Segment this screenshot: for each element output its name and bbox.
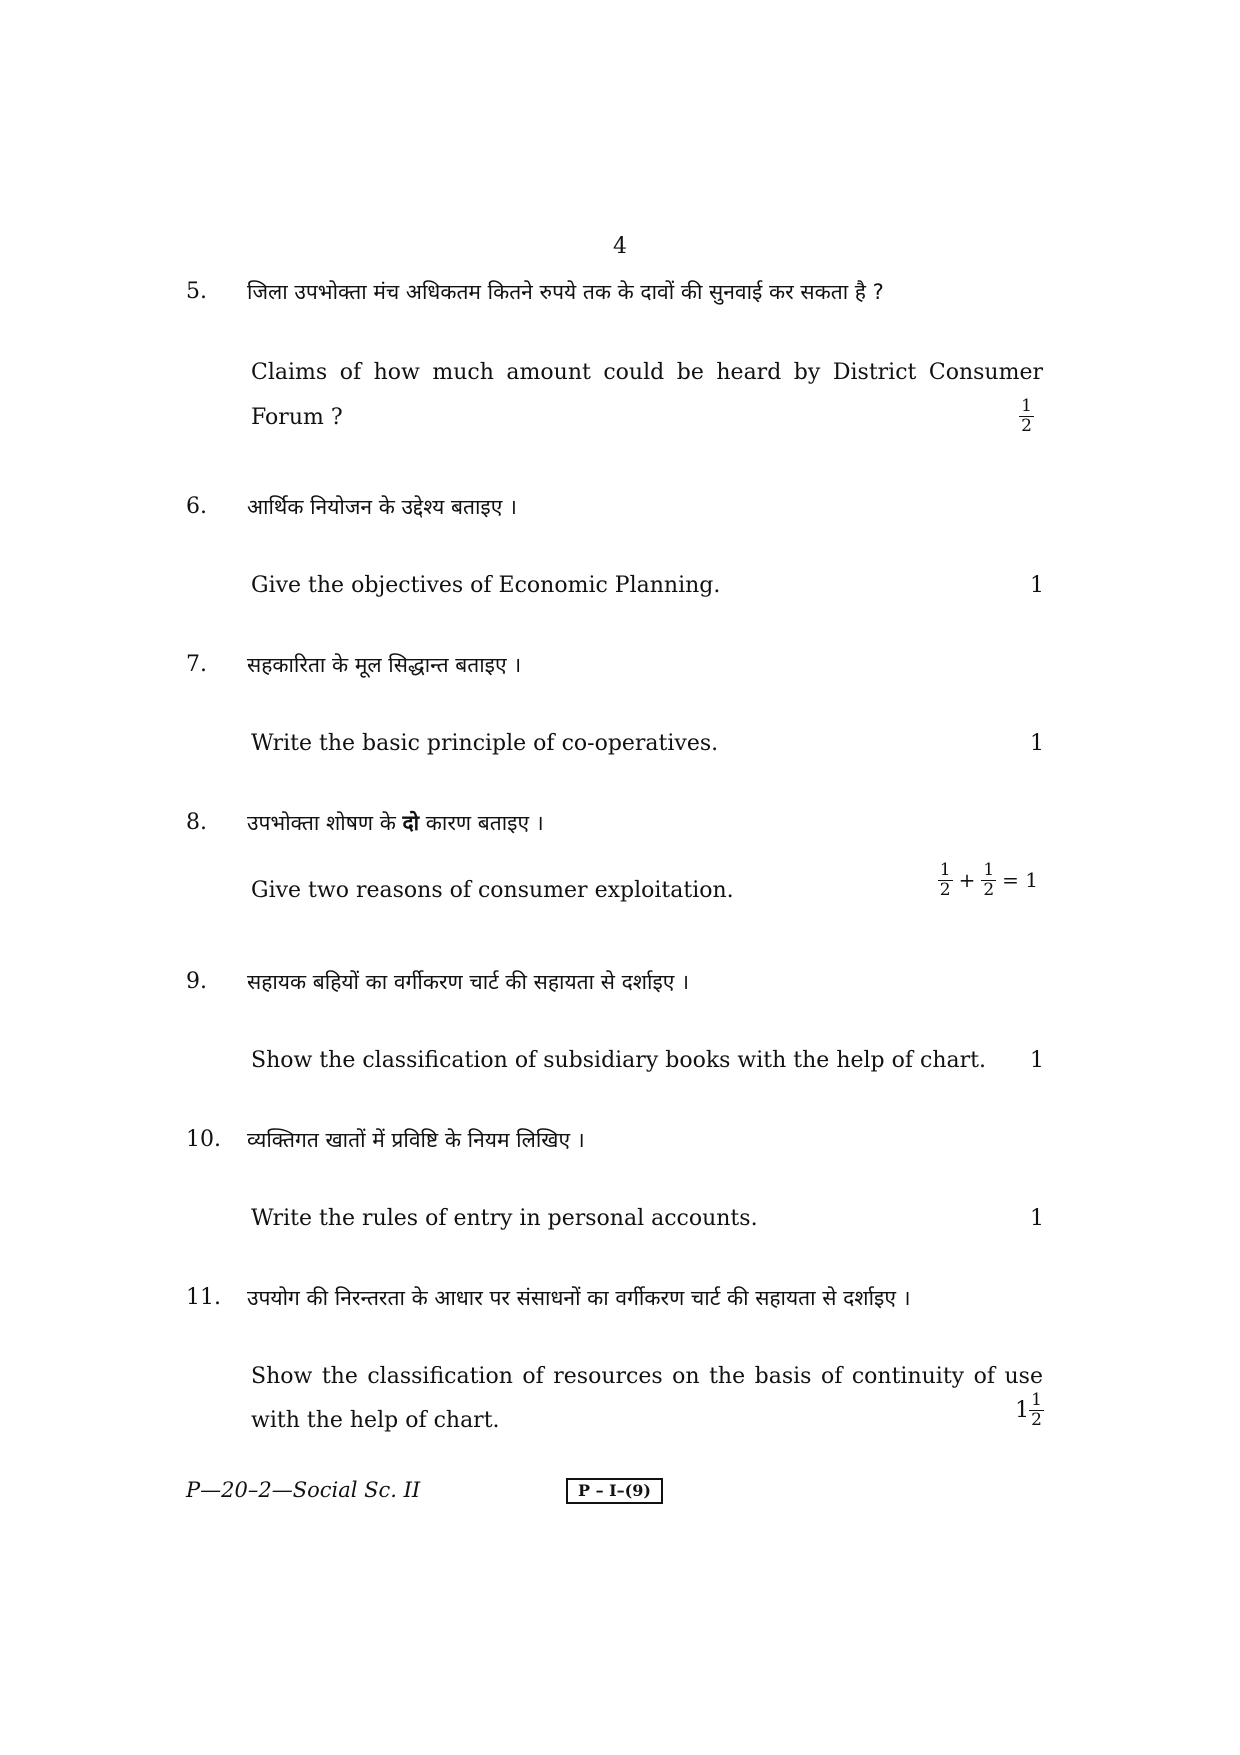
question-marks bbox=[1019, 398, 1034, 435]
question-english: Claims of how much amount could be heard by District Consumer bbox=[251, 360, 1043, 385]
question-marks: 1 bbox=[1030, 731, 1044, 756]
question-hindi: व्यक्तिगत खातों में प्रविष्टि के नियम लिखिए । bbox=[247, 1128, 585, 1152]
question-number: 6. bbox=[186, 494, 207, 519]
fraction: $\frac{1}{2}$ bbox=[939, 860, 951, 900]
page-number: 4 bbox=[613, 234, 627, 259]
question-english: Give two reasons of consumer exploitation. bbox=[251, 878, 734, 903]
question-marks: 1 bbox=[1030, 1206, 1044, 1231]
question-english: Show the classification of subsidiary books with the help of chart. bbox=[251, 1048, 986, 1073]
question-number: 11. bbox=[186, 1285, 221, 1310]
question-english: Write the rules of entry in personal accounts. bbox=[251, 1206, 758, 1231]
question-english: Give the objectives of Economic Planning. bbox=[251, 573, 721, 598]
question-hindi: उपभोक्ता शोषण के दो कारण बताइए । bbox=[247, 811, 544, 835]
paper-code-box: P – I–(9) bbox=[566, 1478, 663, 1504]
question-hindi: उपयोग की निरन्तरता के आधार पर संसाधनों का वर्गीकरण चार्ट की सहायता से दर्शाइए । bbox=[247, 1286, 911, 1310]
question-english: Write the basic principle of co-operatives. bbox=[251, 731, 719, 756]
question-english: Show the classification of resources on the basis of continuity of use bbox=[251, 1364, 1043, 1389]
fraction: $\frac{1}{2}$ bbox=[1031, 1390, 1042, 1430]
question-number: 9. bbox=[186, 969, 207, 994]
fraction: $\frac{1}{2}$ bbox=[1021, 396, 1032, 436]
question-english: Forum ? bbox=[251, 405, 343, 430]
question-marks: 1 bbox=[1030, 573, 1044, 598]
question-hindi: सहायक बहियों का वर्गीकरण चार्ट की सहायता से दर्शाइए । bbox=[247, 970, 690, 994]
paper-code: P—20–2—Social Sc. II bbox=[186, 1478, 421, 1502]
question-number: 8. bbox=[186, 810, 207, 835]
question-marks: $\frac{1}{2}$ + $\frac{1}{2}$ = 1 bbox=[939, 860, 1038, 900]
question-english: with the help of chart. bbox=[251, 1408, 500, 1433]
question-marks: 1 $\frac{1}{2}$ bbox=[1015, 1390, 1042, 1430]
question-marks: 1 bbox=[1030, 1048, 1044, 1073]
fraction: $\frac{1}{2}$ bbox=[983, 860, 995, 900]
question-hindi: आर्थिक नियोजन के उद्देश्य बताइए । bbox=[247, 495, 517, 519]
question-number: 10. bbox=[186, 1127, 221, 1152]
question-hindi: जिला उपभोक्ता मंच अधिकतम कितने रुपये तक के दावों की सुनवाई कर सकता है ? bbox=[247, 280, 884, 304]
question-hindi: सहकारिता के मूल सिद्धान्त बताइए । bbox=[247, 653, 522, 677]
question-number: 5. bbox=[186, 279, 207, 304]
question-number: 7. bbox=[186, 652, 207, 677]
